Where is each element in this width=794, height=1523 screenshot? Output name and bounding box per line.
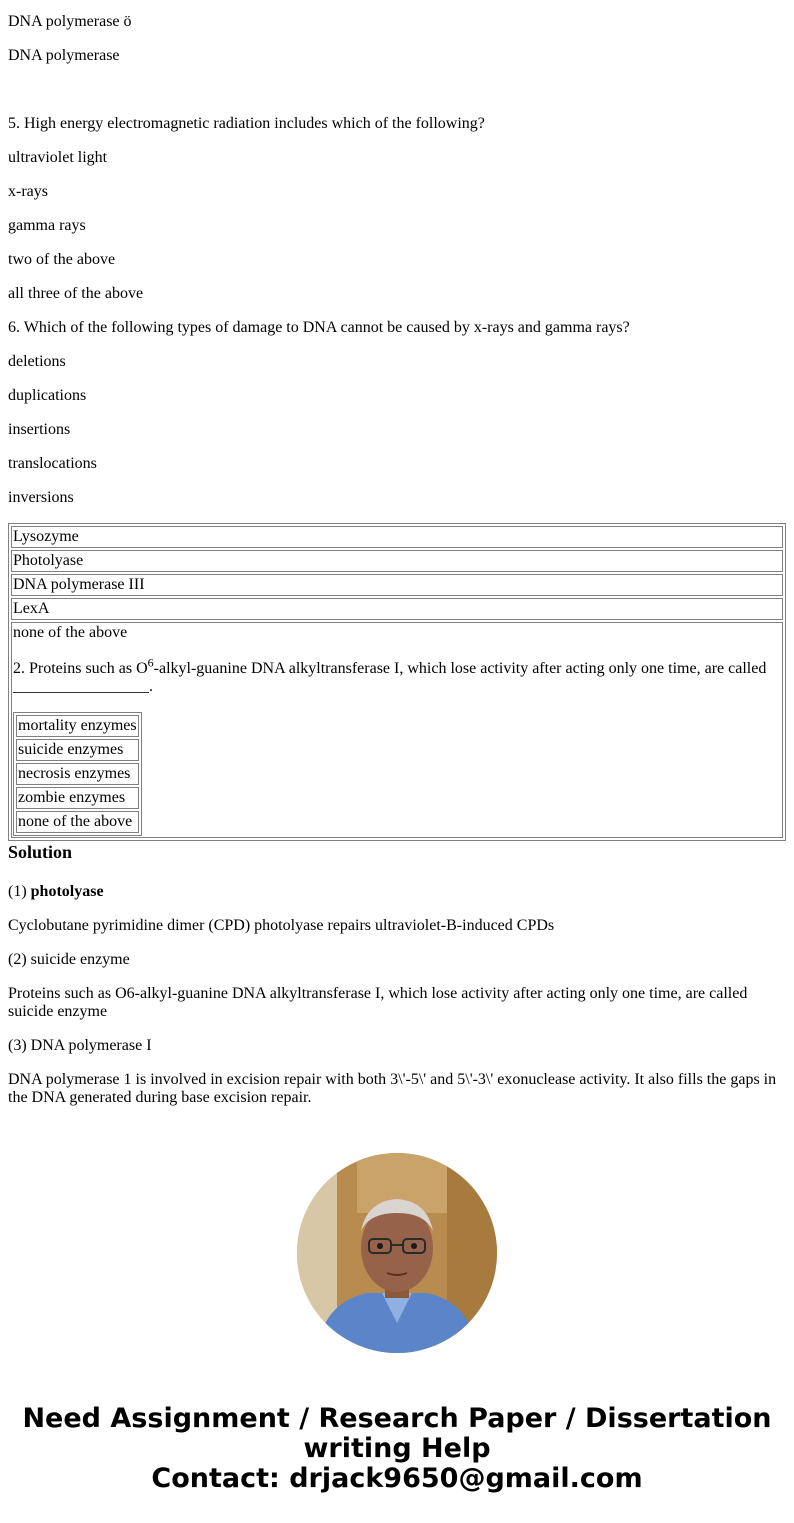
text-line: DNA polymerase ö [8, 13, 132, 30]
table-row: DNA polymerase III [11, 574, 783, 596]
answer-3-text: DNA polymerase 1 is involved in excision repair with both 3\'-5\' and 5\'-3\' exonuclease activity. It also fills the gaps in the DNA generated during base excision repair. [8, 1071, 777, 1106]
question-6: 6. Which of the following types of damage to DNA cannot be caused by x-rays and gamma rays? [8, 319, 630, 336]
answer-blank: _________________. [13, 678, 153, 695]
option: all three of the above [8, 285, 144, 302]
option: insertions [8, 421, 71, 438]
footer-line-2: writing Help [303, 1433, 491, 1464]
question-5: 5. High energy electromagnetic radiation includes which of the following? [8, 115, 485, 132]
option: inversions [8, 489, 74, 506]
superscript: 6 [147, 655, 154, 670]
option: deletions [8, 353, 66, 370]
table-cell: mortality enzymes [16, 715, 139, 737]
table-cell: suicide enzymes [16, 739, 139, 761]
table-row: Photolyase [11, 550, 783, 572]
portrait-image [297, 1153, 497, 1353]
question-2 [13, 655, 781, 696]
answer-1-head [8, 883, 104, 901]
option: duplications [8, 387, 87, 404]
answer-2-head: (2) suicide enzyme [8, 951, 130, 968]
question-2-prefix: 2. Proteins such as O [13, 660, 148, 677]
answer-number: (1) [8, 883, 31, 900]
answer-3-head: (3) DNA polymerase I [8, 1037, 152, 1054]
options-table [8, 523, 786, 841]
option: gamma rays [8, 217, 86, 234]
table-row-text: none of the above [13, 624, 128, 641]
option: two of the above [8, 251, 116, 268]
text-line: DNA polymerase [8, 47, 120, 64]
footer-contact: Contact: drjack9650@gmail.com [151, 1463, 643, 1494]
table-row: LexA [11, 598, 783, 620]
option: translocations [8, 455, 97, 472]
table-cell: necrosis enzymes [16, 763, 139, 785]
option: x-rays [8, 183, 48, 200]
option: ultraviolet light [8, 149, 108, 166]
footer-line-1: Need Assignment / Research Paper / Dissertation [22, 1403, 772, 1434]
table-cell: zombie enzymes [16, 787, 139, 809]
question-2-suffix: -alkyl-guanine DNA alkyltransferase I, which lose activity after acting only one time, are called [153, 660, 767, 677]
inner-options-table [13, 712, 142, 836]
avatar [297, 1153, 497, 1353]
answer-2-text: Proteins such as O6-alkyl-guanine DNA alkyltransferase I, which lose activity after acting only one time, are called suicide enzyme [8, 985, 748, 1020]
solution-heading: Solution [8, 842, 73, 862]
table-row [11, 622, 783, 838]
answer-bold: photolyase [30, 883, 104, 900]
answer-1-text: Cyclobutane pyrimidine dimer (CPD) photolyase repairs ultraviolet-B-induced CPDs [8, 917, 555, 934]
table-cell: none of the above [16, 811, 139, 833]
table-row: Lysozyme [11, 526, 783, 548]
